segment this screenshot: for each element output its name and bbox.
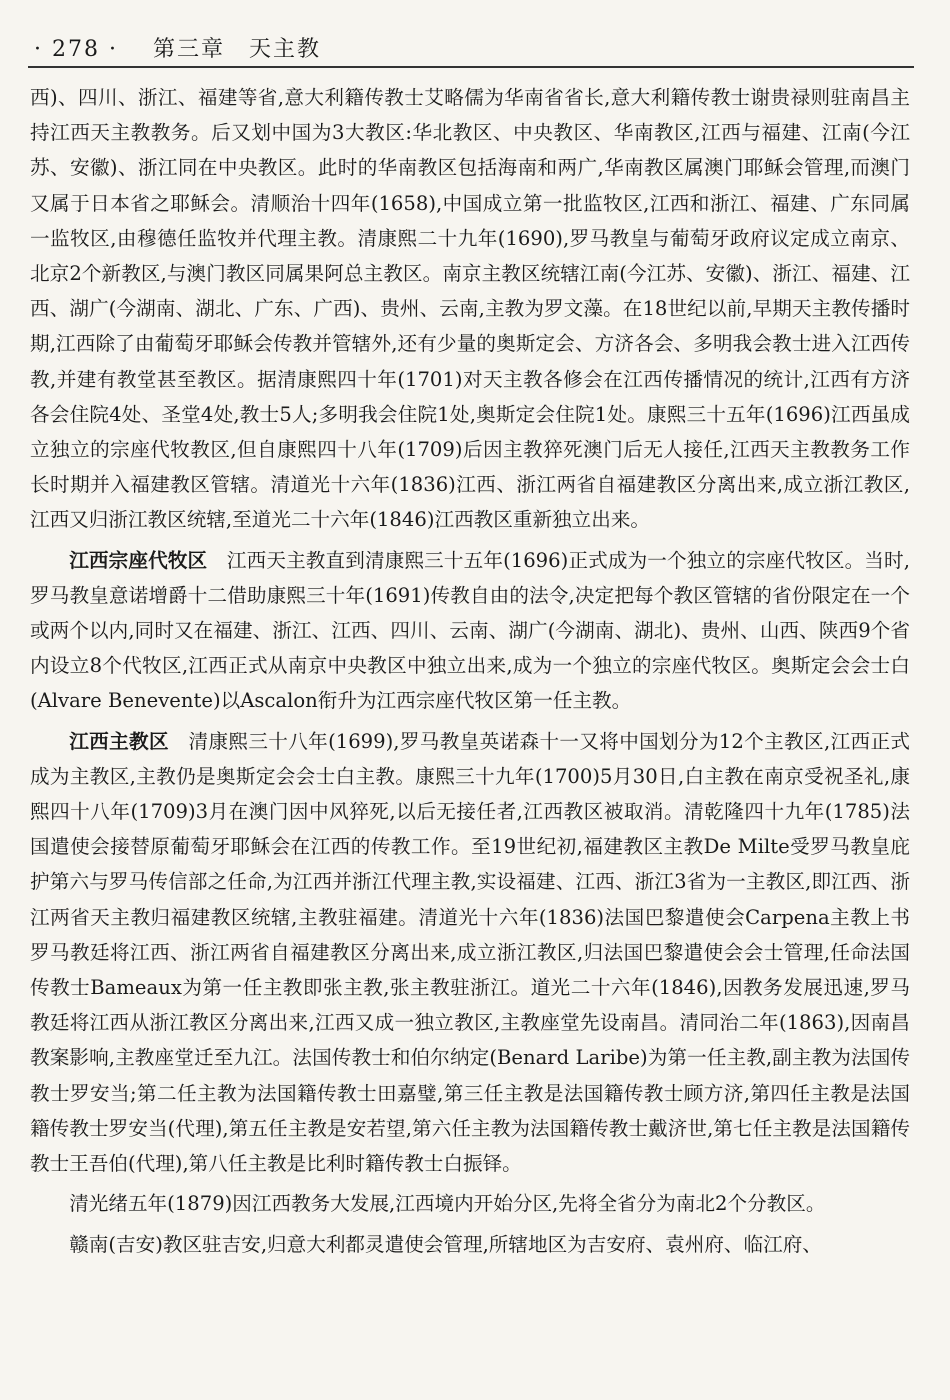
running-head (34, 32, 914, 63)
paragraph-3 (30, 724, 910, 1182)
paragraph-4 (30, 1186, 910, 1221)
paragraph-text: 江西天主教直到清康熙三十五年(1696)正式成为一个独立的宗座代牧区。当时,罗马教皇意诺增爵十二借助康熙三十年(1691)传教自由的法令,决定把每个教区管辖的省份限定在一个或两个以内,同时又在福建、浙江、江西、四川、云南、湖广(今湖南、湖北)、贵州、山西、陕西9个省内设立8个代牧区,江西正式从南京中央教区中独立出来,成为一个独立的宗座代牧区。奥斯定会会士白(Alvare Benevente)以Ascalon衔升为江西宗座代牧区第一任主教。 (30, 548, 910, 713)
paragraph-2 (30, 543, 910, 719)
body-text (30, 80, 910, 1267)
paragraph-1 (30, 80, 910, 538)
chapter-title: 第三章 天主教 (152, 37, 321, 62)
section-heading: 江西主教区 (69, 729, 169, 753)
page-number: · 278 · (34, 37, 118, 62)
paragraph-text: 清光绪五年(1879)因江西教务大发展,江西境内开始分区,先将全省分为南北2个分教区。 (69, 1192, 826, 1216)
paragraph-text: 西)、四川、浙江、福建等省,意大利籍传教士艾略儒为华南省省长,意大利籍传教士谢贵禄则驻南昌主持江西天主教教务。后又划中国为3大教区:华北教区、中央教区、华南教区,江西与福建、江南(今江苏、安徽)、浙江同在中央教区。此时的华南教区包括海南和两广,华南教区属澳门耶稣会管理,而澳门又属于日本省之耶稣会。清顺治十四年(1658),中国成立第一批监牧区,江西和浙江、福建、广东同属一监牧区,由穆德任监牧并代理主教。清康熙二十九年(1690),罗马教皇与葡萄牙政府议定成立南京、北京2个新教区,与澳门教区同属果阿总主教区。南京主教区统辖江南(今江苏、安徽)、浙江、福建、江西、湖广(今湖南、湖北、广东、广西)、贵州、云南,主教为罗文藻。在18世纪以前,早期天主教传播时期,江西除了由葡萄牙耶稣会传教并管辖外,还有少量的奥斯定会、方济各会、多明我会教士进入江西传教,并建有教堂甚至教区。据清康熙四十年(1701)对天主教各修会在江西传播情况的统计,江西有方济各会住院4处、圣堂4处,教士5人;多明我会住院1处,奥斯定会住院1处。康熙三十五年(1696)江西虽成立独立的宗座代牧教区,但自康熙四十八年(1709)后因主教猝死澳门后无人接任,江西天主教教务工作长时期并入福建教区管辖。清道光十六年(1836)江西、浙江两省自福建教区分离出来,成立浙江教区,江西又归浙江教区统辖,至道光二十六年(1846)江西教区重新独立出来。 (30, 86, 910, 532)
paragraph-5 (30, 1227, 910, 1262)
header-rule (28, 66, 914, 68)
paragraph-text: 清康熙三十八年(1699),罗马教皇英诺森十一又将中国划分为12个主教区,江西正式成为主教区,主教仍是奥斯定会会士白主教。康熙三十九年(1700)5月30日,白主教在南京受祝圣礼,康熙四十八年(1709)3月在澳门因中风猝死,以后无接任者,江西教区被取消。清乾隆四十九年(1785)法国遣使会接替原葡萄牙耶稣会在江西的传教工作。至19世纪初,福建教区主教De Milte受罗马教皇庇护第六与罗马传信部之任命,为江西并浙江代理主教,实设福建、江西、浙江3省为一主教区,即江西、浙江两省天主教归福建教区统辖,主教驻福建。清道光十六年(1836)法国巴黎遣使会Carpena主教上书罗马教廷将江西、浙江两省自福建教区分离出来,成立浙江教区,归法国巴黎遣使会会士管理,任命法国传教士Bameaux为第一任主教即张主教,张主教驻浙江。道光二十六年(1846),因教务发展迅速,罗马教廷将江西从浙江教区分离出来,江西又成一独立教区,主教座堂先设南昌。清同治二年(1863),因南昌教案影响,主教座堂迁至九江。法国传教士和伯尔纳定(Benard Laribe)为第一任主教,副主教为法国传教士罗安当;第二任主教为法国籍传教士田嘉璧,第三任主教是法国籍传教士顾方济,第四任主教是法国籍传教士罗安当(代理),第五任主教是安若望,第六任主教为法国籍传教士戴济世,第七任主教是法国籍传教士王吾伯(代理),第八任主教是比利时籍传教士白振铎。 (30, 729, 910, 1176)
paragraph-text: 赣南(吉安)教区驻吉安,归意大利都灵遣使会管理,所辖地区为吉安府、袁州府、临江府、 (69, 1232, 822, 1256)
section-heading: 江西宗座代牧区 (69, 548, 208, 572)
